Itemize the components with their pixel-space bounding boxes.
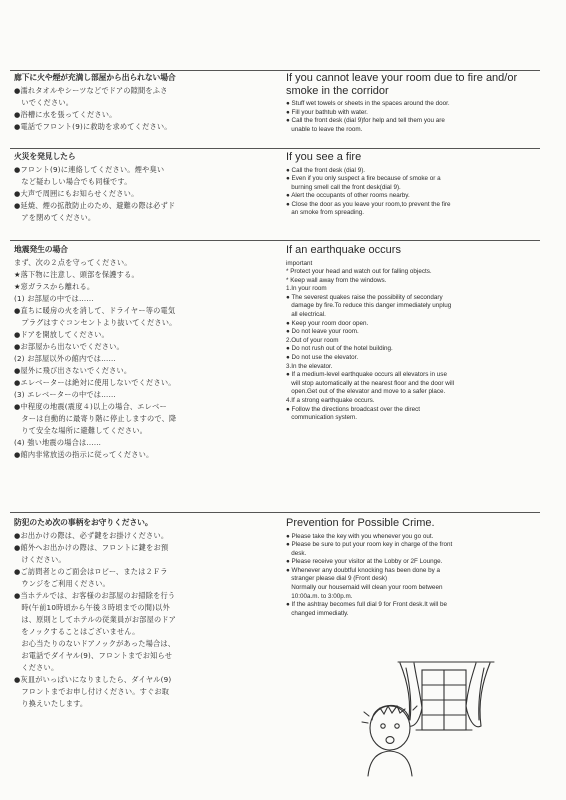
en-line: unable to leave the room. — [286, 125, 363, 133]
startled-person-illustration — [360, 658, 510, 778]
jp-line: (3) エレベーターの中では…… — [14, 390, 116, 399]
en-line: 1.In your room — [286, 285, 327, 293]
jp-line: お心当たりのないドアノックがあった場合は、 — [14, 639, 176, 648]
section-divider — [10, 240, 540, 241]
jp-line: ●浴槽に水を張ってください。 — [14, 110, 117, 119]
jp-line: ●館外へお出かけの際は、フロントに鍵をお預 — [14, 543, 169, 552]
section-divider — [10, 512, 540, 513]
en-heading-line: If you cannot leave your room due to fire and/or — [286, 72, 518, 84]
en-line: burning smell call the front desk(dial 9). — [286, 183, 401, 191]
en-line: 2.Out of your room — [286, 336, 339, 344]
en-line: ● Do not rush out of the hotel building. — [286, 345, 393, 353]
en-line: 10:00a.m. to 3:00p.m. — [286, 592, 353, 600]
jp-line: ●中程度の地震(震度４)以上の場合、エレベー — [14, 402, 167, 411]
jp-line: いでください。 — [14, 98, 74, 107]
en-line: ● Call the front desk (dial 9). — [286, 166, 366, 174]
jp-line: ●延焼、煙の拡散防止のため、避難の際は必ずド — [14, 201, 176, 210]
en-line: open.Get out of the elevator and move to a safer place. — [286, 388, 446, 396]
jp-line: ●ドアを開放してください。 — [14, 330, 109, 339]
jp-line: (1) お部屋の中では…… — [14, 294, 94, 303]
jp-heading: 廊下に火や煙が充満し部屋から出られない場合 — [14, 73, 176, 82]
jp-line: ●ご訪問者とのご面会はロビー、または２Ｆラ — [14, 567, 168, 576]
jp-line: ●フロント(9)に連絡してください。煙や臭い — [14, 165, 165, 174]
section-earthquake — [0, 244, 566, 510]
jp-line: ●大声で周囲にもお知らせください。 — [14, 189, 139, 198]
en-line: ● Please receive your visitor at the Lobby or 2F Lounge. — [286, 558, 443, 566]
en-line: important — [286, 259, 313, 267]
jp-line: 時(午前10時頃から午後３時頃までの間)以外 — [14, 603, 170, 612]
section-divider — [10, 70, 540, 71]
en-heading-line: If an earthquake occurs — [286, 244, 401, 256]
en-column — [286, 151, 538, 218]
jp-line: プラグはすぐコンセントより抜いてください。 — [14, 318, 177, 327]
en-line: Normally our housemaid will clean your room between — [286, 584, 443, 592]
en-line: stranger please dial 9 (Front desk) — [286, 575, 388, 583]
jp-line: りて安全な場所に避難してください。 — [14, 426, 147, 435]
en-line: ● Close the door as you leave your room,to prevent the fire — [286, 200, 451, 208]
jp-line: ●濡れタオルやシーツなどでドアの隙間をふさ — [14, 86, 168, 95]
jp-line: ウンジをご利用ください。 — [14, 579, 110, 588]
jp-line: ください。 — [14, 663, 59, 672]
jp-line: アを閉めてください。 — [14, 213, 96, 222]
en-column — [286, 244, 538, 423]
jp-heading: 防犯のため次の事柄をお守りください。 — [14, 518, 153, 527]
en-line: ● Call the front desk (dial 9)for help and tell them you are — [286, 117, 445, 125]
en-line: ● Please take the key with you whenever you go out. — [286, 532, 434, 540]
en-line: ● Follow the directions broadcast over the direct — [286, 405, 421, 413]
jp-line: ★落下物に注意し、頭部を保護する。 — [14, 270, 139, 279]
jp-line: けください。 — [14, 555, 66, 564]
jp-line: まず、次の２点を守ってください。 — [14, 258, 132, 267]
en-line: ● If the ashtray becomes full dial 9 for Front desk.It will be — [286, 601, 447, 609]
en-line: ● Do not leave your room. — [286, 328, 359, 336]
jp-line: (2) お部屋以外の館内では…… — [14, 354, 116, 363]
section-trapped-in-room — [0, 72, 566, 148]
jp-column — [14, 517, 276, 710]
en-line: 3.In the elevator. — [286, 362, 333, 370]
en-line: ● Alert the occupants of other rooms nearby. — [286, 192, 410, 200]
en-line: * Keep wall away from the windows. — [286, 276, 387, 284]
en-line: 4.If a strong earthquake occurs. — [286, 397, 375, 404]
jp-line: ●館内非常放送の指示に従ってください。 — [14, 450, 154, 459]
jp-line: ★窓ガラスから離れる。 — [14, 282, 95, 291]
right-curtain — [466, 663, 490, 727]
jp-line: ●エレベーターは絶対に使用しないでください。 — [14, 378, 176, 387]
jp-line: ●灰皿がいっぱいになりましたら、ダイヤル(9) — [14, 675, 172, 684]
jp-line: ターは自動的に最寄り階に停止しますので、降 — [14, 414, 177, 423]
en-line: ● Even if you only suspect a fire because of smoke or a — [286, 175, 441, 183]
jp-line: (4) 強い地震の場合は…… — [14, 438, 102, 447]
jp-line: ●お部屋から出ないでください。 — [14, 342, 124, 351]
jp-line: り換えいたします。 — [14, 699, 88, 708]
en-heading — [286, 244, 538, 257]
en-line: ● Stuff wet towels or sheets in the spaces around the door. — [286, 100, 450, 107]
en-heading-line: If you see a fire — [286, 151, 362, 163]
jp-line: フロントまでお申し付けください。すぐお取 — [14, 687, 170, 696]
jp-line: ●直ちに暖房の火を消して、ドライヤー等の電気 — [14, 306, 176, 315]
jp-line: ●お出かけの際は、必ず鍵をお掛けください。 — [14, 531, 169, 540]
en-line: all electrical. — [286, 311, 326, 319]
en-line: ● The severest quakes raise the possibility of secondary — [286, 293, 443, 301]
en-line: ● Keep your room door open. — [286, 319, 369, 327]
en-column — [286, 72, 538, 134]
jp-heading: 地震発生の場合 — [14, 245, 68, 254]
en-line: changed immediatly. — [286, 609, 349, 617]
en-line: communication system. — [286, 414, 358, 422]
jp-line: ●屋外に飛び出さないでください。 — [14, 366, 132, 375]
en-line: damage by fire.To reduce this danger immediately unplug — [286, 302, 452, 310]
en-line: ● Please be sure to put your room key in charge of the front — [286, 541, 453, 549]
en-column — [286, 517, 538, 618]
jp-column — [14, 244, 276, 461]
en-line: ● If a medium-level earthquake occurs all elevators in use — [286, 371, 447, 379]
en-heading — [286, 517, 538, 530]
jp-line: は、原則としてホテルの従業員がお部屋のドア — [14, 615, 176, 624]
jp-line: ●当ホテルでは、お客様のお部屋のお掃除を行う — [14, 591, 176, 600]
en-line: an smoke from spreading. — [286, 209, 365, 217]
en-heading-line: smoke in the corridor — [286, 84, 389, 97]
en-line: ● Fill your bathtub with water. — [286, 108, 368, 116]
en-line: ● Do not use the elevator. — [286, 354, 359, 362]
en-heading-line: Prevention for Possible Crime. — [286, 517, 435, 529]
en-line: will stop automatically at the nearest floor and the door will — [286, 379, 455, 387]
section-divider — [10, 148, 540, 149]
jp-line: ●電話でフロント(9)に救助を求めてください。 — [14, 122, 172, 131]
en-line: desk. — [286, 549, 307, 557]
jp-column — [14, 151, 276, 224]
jp-line: など疑わしい場合でも同様です。 — [14, 177, 132, 186]
jp-column — [14, 72, 276, 133]
en-line: ● Whenever any doubtful knocking has been done by a — [286, 566, 440, 574]
en-heading — [286, 151, 538, 164]
en-line: * Protect your head and watch out for falling objects. — [286, 268, 432, 276]
jp-line: をノックすることはございません。 — [14, 627, 140, 636]
section-see-a-fire — [0, 151, 566, 239]
jp-line: お電話でダイヤル(9)、フロントまでお知らせ — [14, 651, 173, 660]
en-heading — [286, 72, 538, 97]
jp-heading: 火災を発見したら — [14, 152, 76, 161]
